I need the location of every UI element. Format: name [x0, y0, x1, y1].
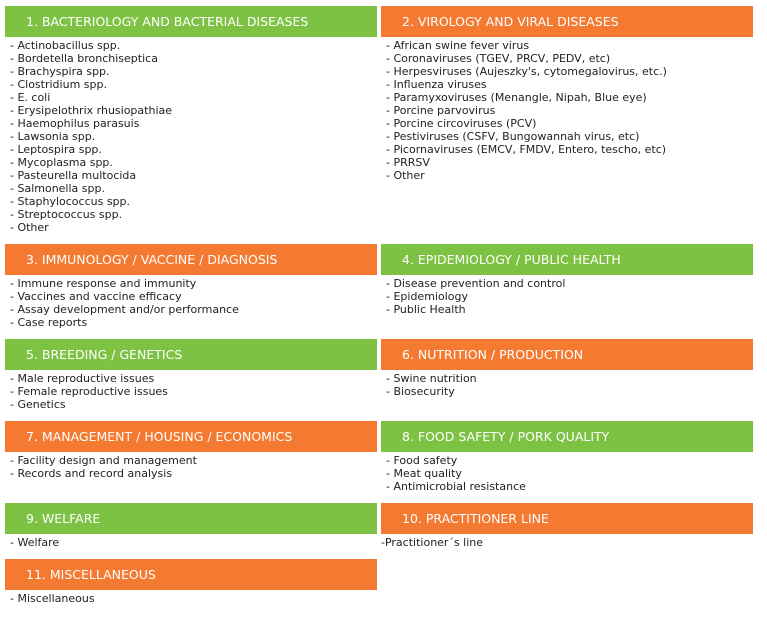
topic-list [381, 454, 753, 493]
topic-list [5, 372, 377, 411]
section-nutrition [381, 339, 753, 398]
section-practitioner-line [381, 503, 753, 549]
section-header: 7. MANAGEMENT / HOUSING / ECONOMICS [5, 421, 377, 452]
section-header: 2. VIROLOGY AND VIRAL DISEASES [381, 6, 753, 37]
topic-item: - Immune response and immunity [10, 277, 197, 290]
topic-item: - Paramyxoviruses (Menangle, Nipah, Blue eye) [386, 91, 647, 104]
topic-list [5, 277, 377, 329]
section-welfare [5, 503, 377, 549]
topic-item: - Pasteurella multocida [10, 169, 137, 182]
topic-item: - Bordetella bronchiseptica [10, 52, 158, 65]
topic-item: - Pestiviruses (CSFV, Bungowannah virus, etc) [386, 130, 640, 143]
section-immunology [5, 244, 377, 329]
topic-item: - Case reports [10, 316, 88, 329]
topic-item: - Picornaviruses (EMCV, FMDV, Entero, tescho, etc) [386, 143, 667, 156]
topic-list [5, 454, 377, 480]
topic-list [5, 536, 377, 549]
topic-item: - Biosecurity [386, 385, 455, 398]
topic-list [381, 277, 753, 316]
topic-item: - African swine fever virus [386, 39, 530, 52]
section-header: 11. MISCELLANEOUS [5, 559, 377, 590]
topic-item: - Clostridium spp. [10, 78, 107, 91]
topic-item: - Coronaviruses (TGEV, PRCV, PEDV, etc) [386, 52, 611, 65]
section-header: 6. NUTRITION / PRODUCTION [381, 339, 753, 370]
section-food-safety [381, 421, 753, 493]
topic-item: -Practitioner´s line [381, 536, 484, 549]
topic-item: - Male reproductive issues [10, 372, 155, 385]
topic-list [381, 39, 753, 182]
topic-item: - Herpesviruses (Aujeszky's, cytomegalovirus, etc.) [386, 65, 667, 78]
topic-item: - Lawsonia spp. [10, 130, 96, 143]
section-header: 4. EPIDEMIOLOGY / PUBLIC HEALTH [381, 244, 753, 275]
section-virology [381, 6, 753, 182]
topic-item: - Food safety [386, 454, 458, 467]
section-header: 5. BREEDING / GENETICS [5, 339, 377, 370]
topic-item: - Epidemiology [386, 290, 468, 303]
topic-item: - Other [10, 221, 49, 234]
topic-list [5, 39, 377, 234]
topic-item: - Disease prevention and control [386, 277, 566, 290]
topic-item: - E. coli [10, 91, 51, 104]
section-miscellaneous [5, 559, 377, 605]
topic-item: - Welfare [10, 536, 60, 549]
topic-item: - Mycoplasma spp. [10, 156, 113, 169]
topic-item: - Public Health [386, 303, 466, 316]
topic-item: - Actinobacillus spp. [10, 39, 121, 52]
topic-list [381, 536, 753, 549]
topic-item: - Meat quality [386, 467, 462, 480]
topic-item: - Miscellaneous [10, 592, 95, 605]
topic-item: - Salmonella spp. [10, 182, 105, 195]
topic-item: - Other [386, 169, 425, 182]
topic-item: - Porcine circoviruses (PCV) [386, 117, 537, 130]
section-header: 1. BACTERIOLOGY AND BACTERIAL DISEASES [5, 6, 377, 37]
section-header: 9. WELFARE [5, 503, 377, 534]
topic-item: - Erysipelothrix rhusiopathiae [10, 104, 173, 117]
section-bacteriology [5, 6, 377, 234]
topic-item: - Genetics [10, 398, 66, 411]
section-epidemiology [381, 244, 753, 316]
topic-item: - Influenza viruses [386, 78, 487, 91]
section-breeding [5, 339, 377, 411]
section-header: 10. PRACTITIONER LINE [381, 503, 753, 534]
topic-item: - Female reproductive issues [10, 385, 168, 398]
section-header: 3. IMMUNOLOGY / VACCINE / DIAGNOSIS [5, 244, 377, 275]
topic-item: - Streptococcus spp. [10, 208, 123, 221]
topic-item: - PRRSV [386, 156, 430, 169]
topic-item: - Antimicrobial resistance [386, 480, 526, 493]
topic-item: - Records and record analysis [10, 467, 173, 480]
topic-item: - Haemophilus parasuis [10, 117, 140, 130]
topic-item: - Assay development and/or performance [10, 303, 239, 316]
topic-list [381, 372, 753, 398]
topic-item: - Swine nutrition [386, 372, 477, 385]
section-management [5, 421, 377, 480]
topic-item: - Porcine parvovirus [386, 104, 496, 117]
topic-item: - Vaccines and vaccine efficacy [10, 290, 182, 303]
topic-list [5, 592, 377, 605]
topic-item: - Brachyspira spp. [10, 65, 110, 78]
topic-item: - Facility design and management [10, 454, 197, 467]
topic-item: - Staphylococcus spp. [10, 195, 131, 208]
section-header: 8. FOOD SAFETY / PORK QUALITY [381, 421, 753, 452]
topic-item: - Leptospira spp. [10, 143, 102, 156]
